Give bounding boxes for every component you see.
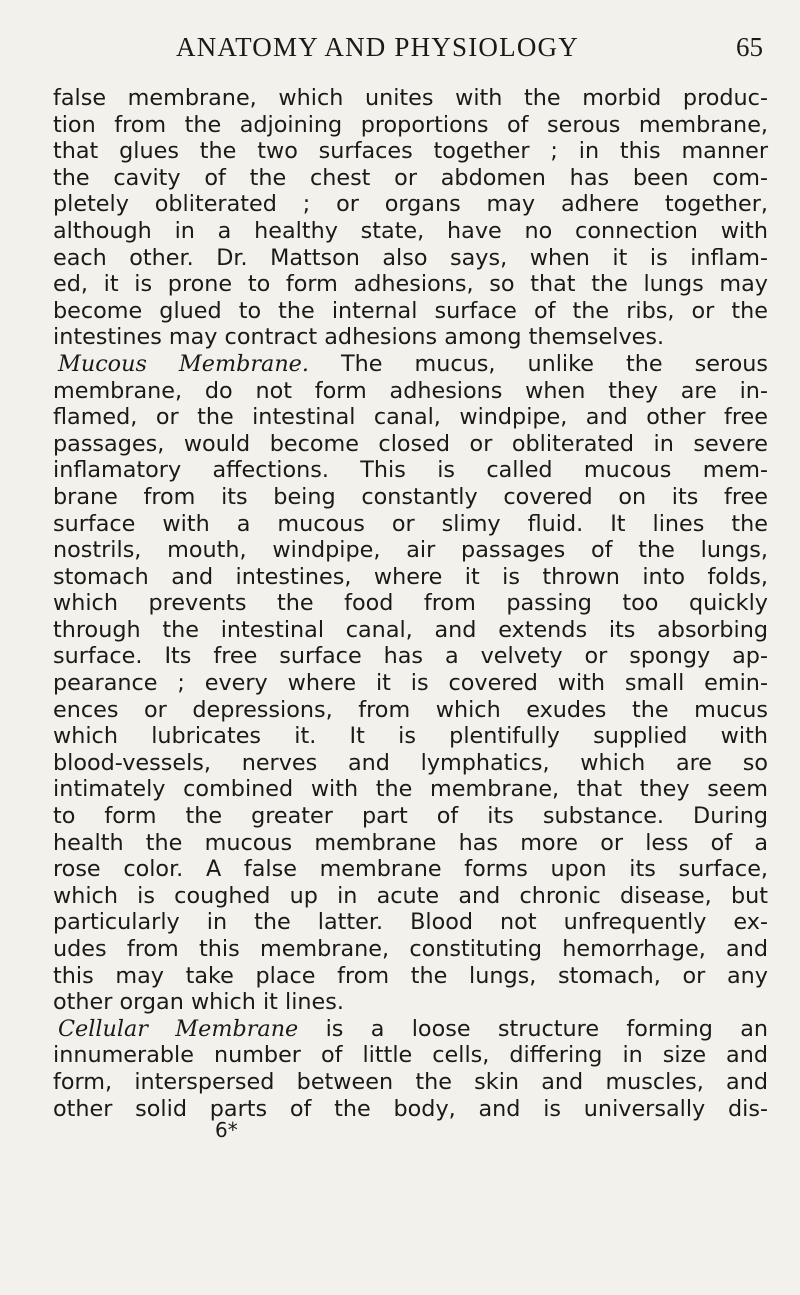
text-fragment: The mucus, unlike the serous — [341, 350, 768, 377]
text-line: blood-vessels, nerves and lymphatics, which are so — [53, 749, 768, 776]
cellular-membrane-term: Cellular Membrane — [58, 1015, 299, 1042]
text-line: the cavity of the chest or abdomen has been com- — [53, 164, 768, 191]
text-line: this may take place from the lungs, stomach, or any — [53, 962, 768, 989]
text-line: innumerable number of little cells, differing in size and — [53, 1042, 768, 1069]
text-line: nostrils, mouth, windpipe, air passages of the lungs, — [53, 537, 768, 564]
text-line: become glued to the internal surface of the ribs, or the — [53, 297, 768, 324]
text-line: stomach and intestines, where it is thrown into folds, — [53, 563, 768, 590]
text-line: form, interspersed between the skin and muscles, and — [53, 1068, 768, 1095]
text-line: which prevents the food from passing too quickly — [53, 590, 768, 617]
mucous-membrane-term: Mucous Membrane. — [58, 350, 309, 377]
text-line: false membrane, which unites with the morbid produc- — [53, 85, 768, 111]
text-line: flamed, or the intestinal canal, windpipe, and other free — [53, 404, 768, 431]
cellular-membrane-heading-line — [53, 1016, 768, 1043]
text-line: ences or depressions, from which exudes the mucus — [53, 696, 768, 723]
text-line: other organ which it lines. — [53, 989, 344, 1016]
text-line: inflamatory affections. This is called mucous mem- — [53, 457, 768, 484]
text-line: pearance ; every where it is covered with small emin- — [53, 670, 768, 697]
text-line: brane from its being constantly covered on its free — [53, 483, 768, 510]
signature-mark: 6* — [215, 1118, 238, 1143]
text-line: through the intestinal canal, and extends its absorbing — [53, 616, 768, 643]
page-number: 65 — [736, 32, 763, 62]
text-line: intimately combined with the membrane, that they seem — [53, 776, 768, 803]
text-line: pletely obliterated ; or organs may adhere together, — [53, 191, 768, 218]
text-line: intestines may contract adhesions among themselves. — [53, 324, 665, 351]
text-line: tion from the adjoining proportions of serous membrane, — [53, 111, 768, 138]
running-title: ANATOMY AND PHYSIOLOGY — [176, 32, 579, 62]
text-line: particularly in the latter. Blood not unfrequently ex- — [53, 909, 768, 936]
text-line: membrane, do not form adhesions when they are in- — [53, 377, 768, 404]
text-line: passages, would become closed or obliterated in severe — [53, 430, 768, 457]
body-text — [53, 85, 768, 1141]
text-line: health the mucous membrane has more or less of a — [53, 829, 768, 856]
text-line: that glues the two surfaces together ; in this manner — [53, 138, 768, 165]
text-line: to form the greater part of its substance. During — [53, 803, 768, 830]
text-line: each other. Dr. Mattson also says, when it is inflam- — [53, 244, 768, 271]
mucous-membrane-heading-line — [53, 351, 768, 378]
running-head — [0, 30, 800, 70]
text-line: surface. Its free surface has a velvety or spongy ap- — [53, 643, 768, 670]
text-fragment: is a loose structure forming an — [325, 1015, 769, 1042]
text-line: although in a healthy state, have no connection with — [53, 217, 768, 244]
text-line: rose color. A false membrane forms upon its surface, — [53, 856, 768, 883]
text-line: which lubricates it. It is plentifully supplied with — [53, 723, 768, 750]
text-line: ed, it is prone to form adhesions, so that the lungs may — [53, 271, 768, 298]
text-line: other solid parts of the body, and is universally dis- — [53, 1095, 768, 1122]
text-line: udes from this membrane, constituting hemorrhage, and — [53, 936, 768, 962]
text-line: surface with a mucous or slimy fluid. It lines the — [53, 510, 768, 537]
text-line: which is coughed up in acute and chronic disease, but — [53, 882, 768, 909]
